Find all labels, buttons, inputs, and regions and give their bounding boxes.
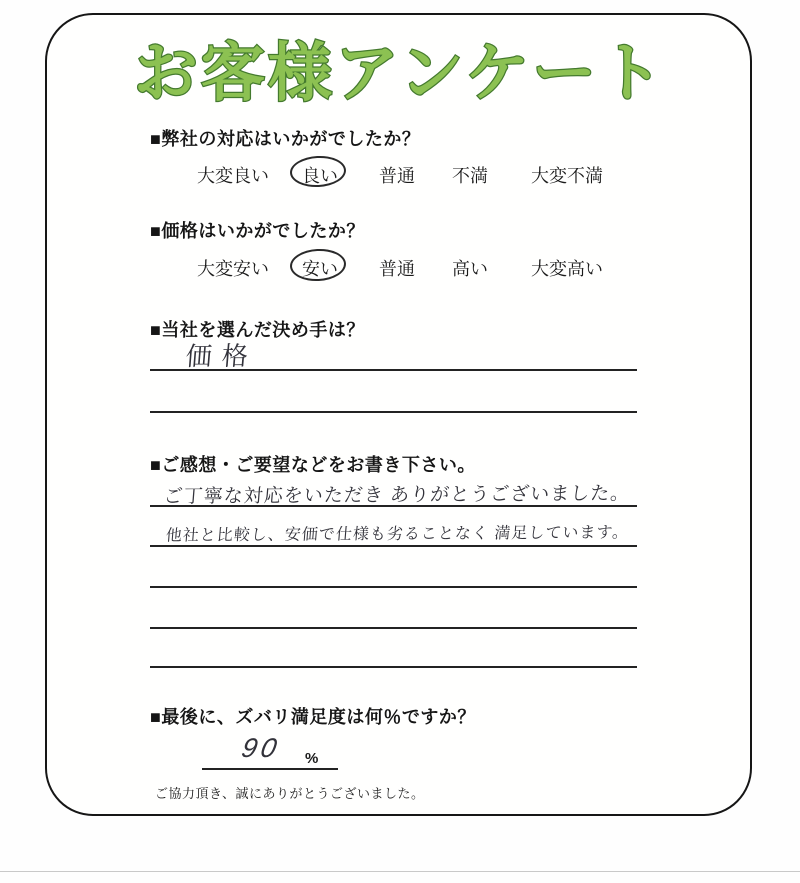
q2-option-3: 普通	[379, 259, 415, 279]
scan-edge-line	[0, 871, 800, 872]
question-5-label: ■最後に、ズバリ満足度は何％ですか？	[150, 707, 476, 727]
q2-option-1: 大変安い	[197, 259, 269, 279]
q4-answer-line-1	[150, 505, 637, 507]
q4-answer-line-2	[150, 545, 637, 547]
question-2-label: ■価格はいかがでしたか？	[150, 221, 365, 241]
q4-handwritten-line-1: ご丁寧な対応をいただき ありがとうございました。	[162, 483, 632, 508]
footer-thanks-note: ご協力頂き、誠にありがとうございました。	[155, 786, 425, 801]
q1-option-5: 大変不満	[531, 166, 603, 186]
q2-option-5: 大変高い	[531, 259, 603, 279]
q5-percent-sign: %	[305, 750, 319, 767]
question-1-label: ■弊社の対応はいかがでしたか？	[150, 129, 421, 149]
q5-answer-underline	[202, 768, 338, 770]
q1-option-2: 良い	[302, 166, 338, 186]
q2-option-4: 高い	[452, 259, 488, 279]
question-3-label: ■当社を選んだ決め手は？	[150, 320, 365, 340]
q2-option-2: 安い	[302, 259, 338, 279]
question-4-label: ■ご感想・ご要望などをお書き下さい。	[150, 455, 476, 475]
survey-title: お客様アンケート	[133, 37, 667, 109]
q4-answer-line-4	[150, 627, 637, 629]
q5-handwritten-percentage: 90	[238, 733, 284, 763]
q3-handwritten-answer: 価格	[184, 340, 260, 372]
q1-option-3: 普通	[379, 166, 415, 186]
q4-handwritten-line-2: 他社と比較し、安価で仕様も劣ることなく 満足しています。	[165, 524, 630, 545]
q3-answer-line-2	[150, 411, 637, 413]
q4-answer-line-3	[150, 586, 637, 588]
q1-option-4: 不満	[452, 166, 488, 186]
q3-answer-line-1	[150, 369, 637, 371]
q1-option-1: 大変良い	[197, 166, 269, 186]
q4-answer-line-5	[150, 666, 637, 668]
